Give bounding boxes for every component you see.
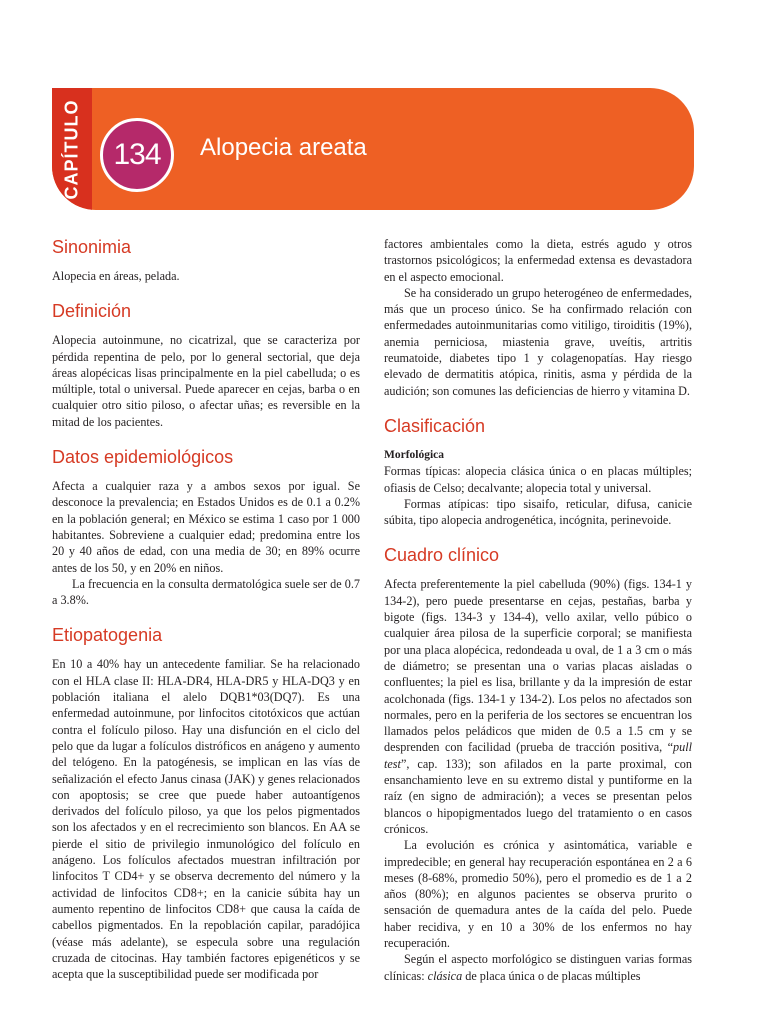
- continuation-p2: Se ha considerado un grupo heterogéneo de enfermedades, más que un proceso único. Se ha confirmado relación con enfermedades autoinmunitarias como vitiligo, tiroiditis (19%), anemia perniciosa, miastenia grave, uveítis, artritis reumatoide, diabetes tipo 1 y colagenopatías. Hay riesgo elevado de dermatitis atópica, rinitis, asma y pérdida de la audición; son comunes las deficiencias de hierro y vitamina D.: [384, 285, 692, 398]
- clasificacion-p1: Formas típicas: alopecia clásica única o en placas múltiples; ofiasis de Celso; decalvante; alopecia total y universal.: [384, 464, 692, 495]
- heading-cuadro-clinico: Cuadro clínico: [384, 545, 500, 566]
- etiopatogenia-p1: En 10 a 40% hay un antecedente familiar. Se ha relacionado con el HLA clase II: HLA-DR4, HLA-DR5 y HLA-DQ3 y en población italiana el alelo DQB1*03(DQ7). Es una enfermedad autoinmune, por linfocitos citotóxicos que actúan contra el folículo piloso. Hay una disfunción en el ciclo del pelo que da lugar a folículos distróficos en anágeno y aumento del telógeno. En la patogénesis, se implican en las vías de señalización el efecto Janus cinasa (JAK) y genes relacionados con apoptosis; se cree que puede haber autoantígenos derivados del folículo piloso, ya que los pelos pigmentados son los afectados y en el recrecimiento son blancos. En AA se pierde el sitio de privilegio inmunológico del folículo en anágeno. Los folículos afectados muestran infiltración por linfocitos T CD4+ y se observa decremento del número y la actividad de linfocitos CD8+; en la canicie súbita hay un aumento repentino de linfocitos CD8+ que causa la caída de cabellos pigmentados. En la repoblación capilar, paradójica (véase más adelante), se especula sobre una regulación cruzada de citocinas. Hay también factores epigenéticos y se acepta que la susceptibilidad puede ser modificada por: [52, 657, 360, 982]
- left-column: [52, 236, 360, 982]
- epidemiologia-p2: La frecuencia en la consulta dermatológica suele ser de 0.7 a 3.8%.: [52, 576, 360, 608]
- heading-epidemiologia: Datos epidemiológicos: [52, 447, 234, 468]
- section-clasificacion: [384, 415, 692, 528]
- section-etiopatogenia: [52, 624, 360, 982]
- cuadro-p1: Afecta preferentemente la piel cabelluda (90%) (figs. 134-1 y 134-2), pero puede presentarse en cejas, pestañas, barba y bigote (figs. 134-3 y 134-4), vello axilar, vello púbico o cualquier área pilosa de la superficie corporal; se manifiesta por una placa alopécica, redondeada u oval, de 1 a 3 cm o más de diámetro; se presentan una o varias placas aisladas o confluentes; la piel es lisa, brillante y da la impresión de estar acolchonada (figs. 134-1 y 134-2). Los pelos no afectados son normales, pero en la periferia de los sectores se encuentran los llamados pelos peládicos que miden de 0.5 a 1.5 cm y se desprenden con facilidad (prueba de tracción positiva, “pull test”, cap. 133); son afilados en la parte proximal, con ensanchamiento leve en su extremo distal y puntiforme en la raíz (en signo de admiración); a veces se presentan pelos blancos o hipopigmentados luego del tratamiento o en casos crónicos.: [384, 577, 692, 836]
- cuadro-p2: La evolución es crónica y asintomática, variable e impredecible; en general hay recuperación espontánea en 2 a 6 meses (8-68%, promedio 50%), pero el promedio es de 1 a 2 años (80%); en algunos pacientes se observa prurito o sensación de quemadura antes de la caída del pelo. Puede haber recidiva, y en 10 a 30% de los enfermos no hay recuperación.: [384, 838, 692, 950]
- epidemiologia-p1: Afecta a cualquier raza y a ambos sexos por igual. Se desconoce la prevalencia; en Estados Unidos es de 0.1 a 0.2% en la población general; en México se estima 1 caso por 1 000 habitantes. Sobreviene a cualquier edad; predomina entre los 20 y 40 años de edad, con una media de 30; en 89% ocurre antes de los 50, y en 20% en niños.: [52, 479, 360, 575]
- heading-definicion: Definición: [52, 301, 132, 322]
- chapter-number-badge: [100, 118, 174, 192]
- chapter-title: Alopecia areata: [200, 134, 367, 161]
- heading-etiopatogenia: Etiopatogenia: [52, 625, 163, 646]
- cuadro-p3: Según el aspecto morfológico se distinguen varias formas clínicas: clásica de placa única o de placas múltiples: [384, 952, 692, 983]
- chapter-label: CAPÍTULO: [61, 99, 82, 199]
- section-definicion: [52, 300, 360, 430]
- definicion-text: Alopecia autoinmune, no cicatrizal, que se caracteriza por pérdida repentina de pelo, por lo general sectorial, que deja áreas alopécicas lisas principalmente en la piel cabelluda; o es múltiple, total o universal. Puede aparecer en cejas, barba o en cualquier otro sitio piloso, o afectar uñas; es reversible en la mitad de los pacientes.: [52, 333, 360, 429]
- sinonimia-text: Alopecia en áreas, pelada.: [52, 269, 180, 283]
- heading-clasificacion: Clasificación: [384, 415, 486, 436]
- section-epidemiologia: [52, 446, 360, 608]
- subheading-morfologica: Morfológica: [384, 448, 445, 461]
- section-cuadro-clinico: [384, 544, 692, 983]
- right-column: [384, 236, 692, 984]
- continuation-p1: factores ambientales como la dieta, estrés agudo y otros trastornos psicológicos; la enfermedad extensa es devastadora en el aspecto emocional.: [384, 237, 692, 284]
- clasificacion-p2: Formas atípicas: tipo sisaifo, reticular, difusa, canicie súbita, tipo alopecia androgenética, incógnita, perinevoide.: [384, 496, 692, 528]
- chapter-number: 134: [113, 138, 161, 171]
- heading-sinonimia: Sinonimia: [52, 237, 132, 257]
